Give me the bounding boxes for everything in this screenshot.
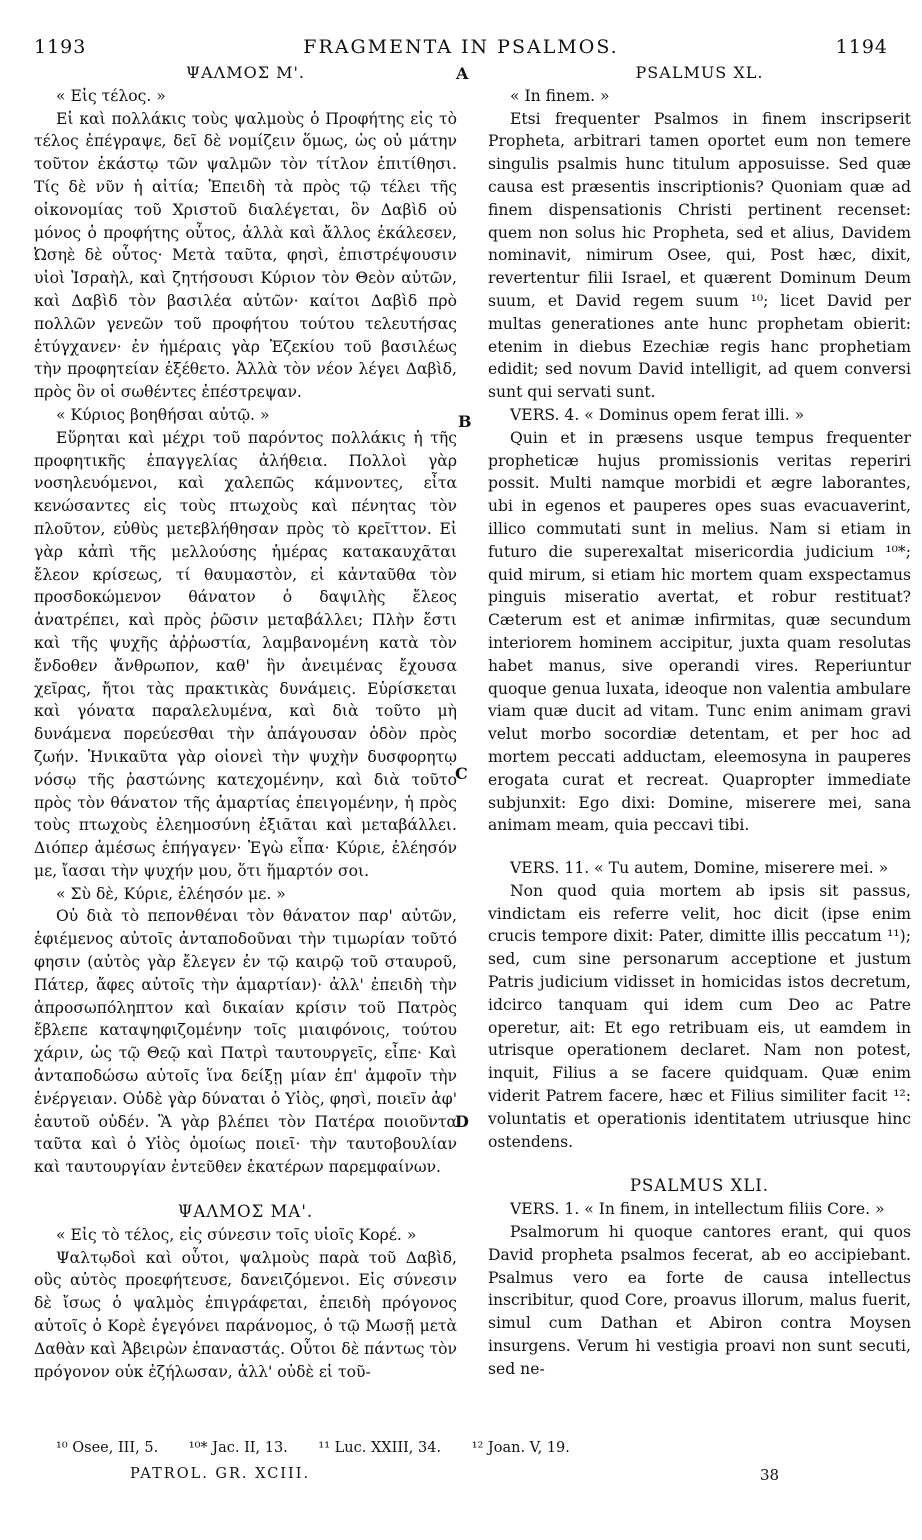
greek-column — [34, 62, 457, 1383]
latin-paragraph-1: Etsi frequenter Psalmos in finem inscripserit Propheta, arbitrari tamen oportet eum non temere singulis psalmis hunc titulum apposuisse. Sed quæ causa est præsentis inscriptionis? Quoniam quæ ad finem dispensationis Christi pertinent recenset: quem non solus hic Propheta, sed et alius, Davidem nominavit, nimirum Osee, qui, Post hæc, dixit, revertentur filii Israel, et quærent Dominum Deum suum, et David regem suum ¹⁰; licet David per multas generationes ante hunc prophetam obierit: etenim in diebus Ezechiæ regis hanc prophetiam edidit; sed novum David intelligit, ad quem conversi sunt qui servati sunt. — [488, 109, 911, 402]
latin-lemma-2: VERS. 4. « Dominus opem ferat illi. » — [510, 405, 805, 424]
latin-column — [488, 62, 911, 1381]
greek-lemma-2: « Κύριος βοηθήσαι αὐτῷ. » — [56, 405, 270, 424]
footnote-11: ¹¹ Luc. XXIII, 34. — [318, 1440, 442, 1456]
latin-paragraph-2: Quin et in præsens usque tempus frequenter propheticæ hujus promissionis veritas reperiri possit. Multi namque morbidi et ægre laborantes, ubi in egenos et pauperes opes suas evacuaverint, illico commutati sunt in melius. Nam si etiam in futuro die superexaltat misericordia judicium ¹⁰*; quid mirum, si etiam hic mortem quam exspectamus pinguis miseratio avertat, et robur restituat? Cæterum est et animæ infirmitas, quæ secundum interiorem hominem accipitur, juxta quam resolutas habet manus, sive operandi vires. Reperiuntur quoque genua luxata, ideoque non valentia ambulare viam quæ ducit ad vitam. Tunc enim animam gravi velut morbo socordiæ detentam, et per hoc ad mortem peccati adductam, eleemosyna in pauperes erogata curat et recreat. Quapropter immediate subjunxit: Ego dixi: Domine, miserere mei, sana animam meam, quia peccavi tibi. — [488, 428, 911, 835]
latin-psalm-41-heading: PSALMUS XLI. — [629, 1176, 770, 1196]
footnote-10-star: ¹⁰* Jac. II, 13. — [188, 1440, 288, 1456]
latin-paragraph-4: Psalmorum hi quoque cantores erant, qui quos David propheta psalmos fecerat, ab eo accipiebant. Psalmus vero ea forte de causa intellectus inscribitur, quod Core, proavus illorum, malus fuerit, simul cum Dathan et Abiron contra Moysen insurgens. Verum hi vestigia proavi non sunt secuti, sed ne- — [488, 1223, 911, 1378]
margin-marker-a: A — [456, 64, 469, 83]
footnote-10: ¹⁰ Osee, III, 5. — [56, 1440, 159, 1456]
greek-lemma-1: « Εἰς τέλος. » — [56, 86, 166, 105]
page-number-right: 1194 — [835, 36, 888, 58]
greek-paragraph-3: Οὐ διὰ τὸ πεπονθέναι τὸν θάνατον παρ' αὐτῶν, ἐφιέμενος αὐτοῖς ἀνταποδοῦναι τὴν τιμωρίαν τοῦτό φησιν (αὐτὸς γὰρ ἔλεγεν ἐν τῷ καιρῷ τοῦ σταυροῦ, Πάτερ, ἄφες αὐτοῖς τὴν ἁμαρτίαν)· ἀλλ' ἐπειδὴ τὴν ἀπροσωπόληπτον καὶ δικαίαν κρίσιν τοῦ Πατρὸς ἔβλεπε καταψηφιζομένην τοῖς μιαιφόνοις, τούτου χάριν, ὡς τῷ Θεῷ καὶ Πατρὶ ταυτουργεῖς, εἶπε· Καὶ ἀνταποδώσω αὐτοῖς ἵνα δείξῃ μίαν ἐπ' ἀμφοῖν τὴν ἐνέργειαν. Οὐδὲ γὰρ δύναται ὁ Υἱὸς, φησὶ, ποιεῖν ἀφ' ἑαυτοῦ οὐδέν. Ἃ γὰρ βλέπει τὸν Πατέρα ποιοῦντα ταῦτα καὶ ὁ Υἱὸς ὁμοίως ποιεῖ· τὴν ταυτοβουλίαν καὶ ταυτουργίαν ἐντεῦθεν ἑκατέρων παρεμφαίνων. — [34, 907, 457, 1177]
page-number-left: 1193 — [34, 36, 87, 58]
greek-paragraph-1: Εἰ καὶ πολλάκις τοὺς ψαλμοὺς ὁ Προφήτης εἰς τὸ τέλος ἐπέγραψε, δεῖ δὲ νομίζειν ὅμως, ὡς οὐ μάτην τοῦτον ἑκάστῳ τῶν ψαλμῶν τὸν τίτλον ἐπιτίθησι. Τίς δὲ νῦν ἡ αἰτία; Ἐπειδὴ τὰ πρὸς τῷ τέλει τῆς οἰκονομίας τοῦ Χριστοῦ διαλέγεται, ὃν Δαβὶδ οὐ μόνος ὁ προφήτης οὗτος, ἀλλὰ καὶ ἄλλος ἐκάλεσεν, Ὠσηὲ δὲ οὗτος· Μετὰ ταῦτα, φησὶ, ἐπιστρέψουσιν υἱοὶ Ἰσραὴλ, καὶ ζητήσουσι Κύριον τὸν Θεὸν αὐτῶν, καὶ Δαβὶδ τὸν βασιλέα αὐτῶν· καίτοι Δαβὶδ πρὸ πολλῶν γενεῶν τοῦ προφήτου τούτου τελευτήσας ἐτύγχανεν· ἐν ἡμέραις γὰρ Ἐζεκίου τοῦ βασιλέως τὴν προφητείαν ἐξέθετο. Ἀλλὰ τὸν νέον λέγει Δαβὶδ, πρὸς ὃν οἱ σωθέντες ἐπέστρεψαν. — [34, 109, 457, 402]
latin-lemma-1: « In finem. » — [510, 86, 610, 105]
running-title: FRAGMENTA IN PSALMOS. — [303, 36, 619, 58]
patrologia-signature: PATROL. GR. XCIII. — [130, 1466, 311, 1482]
greek-paragraph-2: Εὕρηται καὶ μέχρι τοῦ παρόντος πολλάκις ἡ τῆς προφητικῆς ἐπαγγελίας ἀλήθεια. Πολλοὶ γὰρ νοσηλευόμενοι, καὶ χαλεπῶς κάμνοντες, εἶτα κενώσαντες εἰς τοὺς πτωχοὺς καὶ πένητας τὸν πλοῦτον, εὐθὺς μετεβλήθησαν πρὸς τὸ κρεῖττον. Εἰ γὰρ κἀπὶ τῆς μελλούσης ἡμέρας κατακαυχᾶται ἔλεον κρίσεως, τί θαυμαστὸν, εἰ κἀνταῦθα τὸν προσδοκώμενον θάνατον ὁ δαψιλὴς ἔλεος ἀνατρέπει, καὶ πρὸς ῥῶσιν μεταβάλλει; Πλὴν ἔστι καὶ τῆς ψυχῆς ἀῤῥωστία, λαμβανομένη κατὰ τὸν ἔνδοθεν ἄνθρωπον, καθ' ἣν ἀνειμένας ἔχουσα χεῖρας, ἤτοι τὰς πρακτικὰς δυνάμεις. Εὑρίσκεται καὶ γόνατα παραλελυμένα, καὶ διὰ τοῦτο μὴ δυνάμενα πορεύεσθαι τὴν ἀπάγουσαν ὁδὸν πρὸς ζωήν. Ἡνικαῦτα γὰρ οἱονεὶ τὴν ψυχὴν δυσφορητῳ νόσῳ τῆς ῥαστώνης κατεχομένην, καὶ διὰ τοῦτο πρὸς τὸν θάνατον τῆς ἁμαρτίας ἐπειγομένην, ἡ πρὸς τοὺς πτωχοὺς ἐλεημοσύνη ἐξιᾶται καὶ μεταβάλλει. Διόπερ ἀμέσως ἐπήγαγεν· Ἐγὼ εἶπα· Κύριε, ἐλέησόν με, ἴασαι τὴν ψυχήν μου, ὅτι ἥμαρτόν σοι. — [34, 428, 457, 880]
gathering-signature: 38 — [760, 1466, 780, 1484]
latin-paragraph-3: Non quod quia mortem ab ipsis sit passus, vindictam eis referre velit, hoc dicit (ipse enim crucis tempore dixit: Pater, dimitte illis peccatum ¹¹); sed, cum sine personarum acceptione et justum Patris judicium vidisset in homicidas istos decretum, idcirco tanquam qui idem cum Deo ac Patre operetur, ait: Et ego retribuam eis, ut eamdem in utrisque operationem declaret. Nam non potest, inquit, Filius a se facere quidquam. Quæ enim viderit Patrem facere, hæc et Filius similiter facit ¹²: voluntatis et operationis identitatem utriusque hinc ostendens. — [488, 881, 911, 1151]
footnotes — [56, 1440, 888, 1456]
margin-marker-b: B — [458, 412, 472, 431]
footnote-12: ¹² Joan. V, 19. — [471, 1440, 570, 1456]
greek-psalm-40-heading: ΨΑΛΜΟΣ Μ'. — [186, 63, 305, 82]
margin-marker-d: D — [455, 1112, 469, 1131]
greek-psalm-41-heading: ΨΑΛΜΟΣ ΜΑ'. — [177, 1202, 314, 1222]
latin-lemma-4: VERS. 1. « In finem, in intellectum filiis Core. » — [510, 1200, 885, 1219]
greek-lemma-3: « Σὺ δὲ, Κύριε, ἐλέησόν με. » — [56, 884, 286, 903]
latin-psalm-40-heading: PSALMUS XL. — [635, 63, 764, 82]
greek-lemma-4: « Εἰς τὸ τέλος, εἰς σύνεσιν τοῖς υἱοῖς Κορέ. » — [56, 1225, 417, 1244]
latin-lemma-3: VERS. 11. « Tu autem, Domine, miserere mei. » — [510, 859, 889, 878]
margin-marker-c: C — [455, 764, 468, 783]
greek-paragraph-4: Ψαλτῳδοὶ καὶ οὗτοι, ψαλμοὺς παρὰ τοῦ Δαβὶδ, οὓς αὐτὸς προεφήτευσε, δανειζόμενοι. Εἰς σύνεσιν δὲ ἴσως ὁ ψαλμὸς ἐπιγράφεται, ἐπειδὴ πρόγονος αὐτοῖς ὁ Κορὲ ἐγεγόνει παράνομος, ὁ τῷ Μωσῇ μετὰ Δαθὰν καὶ Ἀβειρὼν ἐπαναστάς. Οὗτοι δὲ πάντως τὸν πρόγονον οὐκ ἐζήλωσαν, ἀλλ' οὐδὲ εἰ τοῦ- — [34, 1248, 457, 1381]
